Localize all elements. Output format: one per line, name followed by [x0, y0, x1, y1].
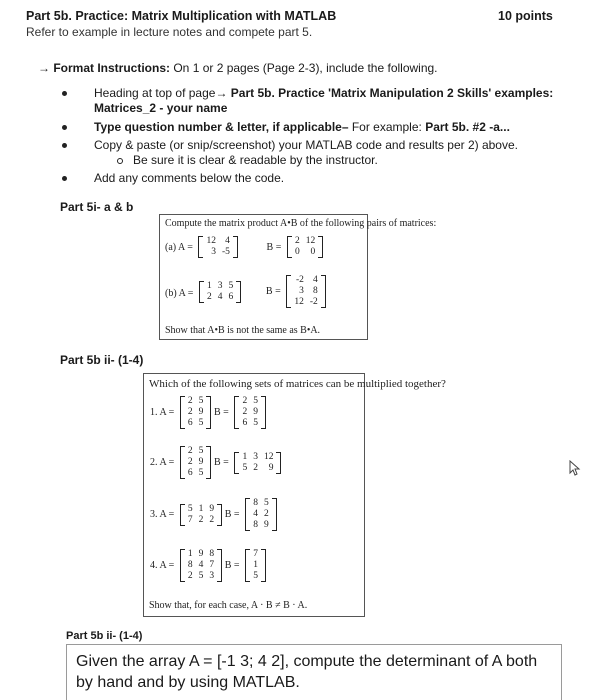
matrix-row: [292, 247, 318, 258]
matrix-row: [292, 236, 318, 247]
matrix-cell: 5: [253, 396, 258, 406]
points-label: 10 points: [498, 9, 553, 23]
matrix-cell: 3: [253, 451, 258, 462]
matrix-label: 4. A =: [150, 560, 175, 571]
matrix-cell: 2: [187, 571, 193, 581]
matrix-cell: 2: [207, 291, 212, 302]
matrix-b: [245, 549, 266, 582]
matrix-label: B =: [224, 509, 240, 520]
matrix-pair-a: [165, 236, 323, 258]
matrix-cell: 8: [313, 286, 318, 296]
problem-footer: Show that, for each case, A · B ≠ B · A.: [149, 600, 308, 611]
matrix-a: [180, 504, 222, 526]
matrix-cell: 8: [209, 549, 215, 559]
matrix-cell: 5: [242, 462, 248, 473]
matrix-cell: 5: [198, 468, 204, 478]
matrix-cell: 1: [253, 560, 258, 570]
problem-prompt: Compute the matrix product A•B of the following pairs of matrices:: [165, 218, 437, 229]
matrix-row: [203, 236, 232, 247]
bullet-bold-text: Part 5b. #2 -a...: [425, 120, 510, 134]
matrix-cell: 7: [253, 549, 258, 559]
matrix-row: [250, 571, 261, 582]
matrix-cell: 9: [198, 457, 204, 467]
assignment-subtitle: Refer to example in lecture notes and compete part 5.: [26, 25, 313, 39]
matrix-cell: 4: [253, 509, 258, 519]
matrix-row: [185, 560, 217, 571]
matrix-cell: 5: [198, 446, 204, 456]
matrix-label: (a) A =: [165, 241, 193, 253]
matrix-row: [185, 468, 207, 479]
bullet-icon: [62, 143, 67, 148]
matrix-row: [239, 418, 261, 429]
matrix-row: [250, 509, 272, 520]
matrix-row: [239, 463, 276, 474]
matrix-cell: 12: [294, 297, 304, 307]
matrix-row: [185, 396, 207, 407]
matrix-row: [204, 292, 236, 303]
matrix-cell: 12: [263, 451, 274, 462]
matrix-cell: 3: [217, 280, 223, 291]
list-item: [62, 171, 553, 186]
matrix-a: [198, 236, 237, 258]
matrix-cell: -2: [295, 275, 304, 285]
matrix-row: [291, 297, 320, 308]
matrix-cell: 9: [253, 407, 258, 417]
matrix-cell: 2: [187, 446, 193, 456]
matrix-cell: 9: [198, 407, 204, 417]
matrix-row: [204, 281, 236, 292]
matrix-cell: 2: [187, 407, 193, 417]
matrix-pair-b: [165, 275, 326, 308]
bullet-bold-text: Part 5b. Practice 'Matrix Manipulation 2 Skills' examples:: [227, 86, 554, 100]
matrix-b: [287, 236, 323, 258]
matrix-row: [185, 571, 217, 582]
matrix-b: [234, 396, 266, 429]
matrix-cell: 5: [198, 418, 204, 428]
problem-footer: Show that A•B is not the same as B•A.: [165, 325, 321, 336]
list-item: [62, 120, 553, 135]
part-determinant-label: Part 5b ii- (1-4): [66, 630, 143, 642]
matrix-row: [250, 520, 272, 531]
matrix-label: B =: [224, 560, 240, 571]
matrix-cell: 6: [187, 468, 193, 478]
matrix-cell: 7: [209, 560, 215, 570]
list-item: [62, 153, 553, 168]
matrix-label: 3. A =: [150, 509, 175, 520]
matrix-cell: 5: [198, 396, 204, 406]
matrix-cell: 2: [209, 514, 215, 525]
matrix-a: [180, 446, 212, 479]
bullet-text: Add any comments below the code.: [94, 171, 285, 185]
matrix-cell: 1: [242, 451, 248, 462]
bullet-bold-text: Type question number & letter, if applicable–: [94, 120, 349, 134]
assignment-title: Part 5b. Practice: Matrix Multiplication with MATLAB: [26, 9, 337, 23]
matrix-cell: 0: [294, 247, 300, 257]
matrix-label: 2. A =: [150, 457, 175, 468]
matrix-row: [185, 418, 207, 429]
matrix-cell: 9: [268, 462, 274, 473]
matrix-b: [234, 452, 281, 474]
matrix-cell: 2: [294, 236, 300, 246]
format-instructions: [38, 61, 438, 75]
matrix-cell: 2: [187, 396, 193, 406]
matrix-label: 1. A =: [150, 407, 175, 418]
matrix-row: [185, 549, 217, 560]
matrix-cell: 8: [253, 520, 258, 530]
part-5i-problem-image: [159, 214, 437, 340]
arrow-right-icon: →: [38, 61, 50, 75]
bullet-icon: [62, 125, 67, 130]
matrix-row: [185, 446, 207, 457]
instruction-list: [62, 86, 553, 186]
bullet-text: Heading at top of page: [94, 86, 216, 100]
matrix-row: [185, 515, 217, 526]
mouse-cursor-icon: [569, 460, 583, 476]
matrix-row: [239, 396, 261, 407]
matrix-row: [291, 286, 320, 297]
matrix-set-1: [150, 396, 266, 429]
matrix-cell: 12: [305, 236, 316, 246]
matrix-set-2: [150, 446, 281, 479]
sub-bullet-icon: [117, 158, 123, 164]
matrix-cell: 1: [198, 503, 204, 514]
matrix-cell: 1: [207, 280, 212, 291]
matrix-row: [185, 407, 207, 418]
matrix-cell: 9: [263, 520, 269, 530]
matrix-cell: 9: [209, 503, 215, 514]
matrix-a: [180, 396, 212, 429]
matrix-row: [250, 560, 261, 571]
matrix-cell: 8: [187, 560, 193, 570]
bullet-text: Be sure it is clear & readable by the instructor.: [133, 153, 378, 167]
matrix-cell: 7: [187, 514, 193, 525]
matrix-cell: 5: [198, 571, 204, 581]
list-item: [62, 138, 553, 153]
matrix-cell: 9: [198, 549, 204, 559]
matrix-set-3: [150, 498, 277, 531]
bullet-icon: [62, 176, 67, 181]
matrix-set-4: [150, 549, 266, 582]
bullet-icon: [62, 91, 67, 96]
list-item: [62, 101, 553, 116]
bullet-bold-text: Matrices_2 - your name: [94, 101, 228, 115]
matrix-cell: 2: [242, 396, 248, 406]
matrix-label: B =: [214, 457, 229, 468]
matrix-cell: 2: [242, 407, 248, 417]
matrix-label: B =: [266, 241, 282, 253]
matrix-cell: 6: [242, 418, 248, 428]
matrix-cell: 5: [263, 498, 269, 508]
matrix-row: [239, 452, 276, 463]
matrix-cell: 5: [187, 503, 193, 514]
format-label: Format Instructions:: [53, 61, 171, 75]
matrix-row: [185, 457, 207, 468]
matrix-cell: 2: [187, 457, 193, 467]
matrix-row: [203, 247, 232, 258]
matrix-cell: 12: [206, 236, 216, 246]
bullet-text: Copy & paste (or snip/screenshot) your MATLAB code and results per 2) above.: [94, 138, 518, 152]
matrix-cell: 6: [187, 418, 193, 428]
matrix-cell: 4: [217, 291, 223, 302]
matrix-row: [250, 549, 261, 560]
matrix-b: [286, 275, 325, 308]
list-item: [62, 86, 553, 101]
matrix-cell: 2: [253, 462, 258, 473]
matrix-b: [245, 498, 277, 531]
matrix-cell: 2: [263, 509, 269, 519]
matrix-cell: 8: [253, 498, 258, 508]
matrix-a: [180, 549, 222, 582]
matrix-row: [250, 498, 272, 509]
matrix-a: [199, 281, 241, 303]
determinant-question-box: [66, 644, 562, 700]
bullet-text: For example:: [348, 120, 426, 134]
determinant-question-text: Given the array A = [-1 3; 4 2], compute the determinant of A both by hand and by using MATLAB.: [76, 653, 538, 691]
matrix-label: B =: [214, 407, 229, 418]
matrix-cell: 6: [228, 291, 234, 302]
matrix-label: (b) A =: [165, 288, 194, 299]
matrix-cell: -5: [221, 247, 230, 257]
matrix-cell: -2: [309, 297, 318, 307]
matrix-cell: 4: [225, 236, 230, 246]
matrix-row: [291, 275, 320, 286]
matrix-cell: 1: [187, 549, 193, 559]
arrow-right-icon: →: [215, 86, 228, 100]
matrix-cell: 3: [209, 571, 215, 581]
matrix-cell: 5: [228, 280, 234, 291]
matrix-cell: 0: [310, 247, 316, 257]
part-5b-ii-problem-image: [143, 373, 446, 617]
matrix-cell: 4: [313, 275, 318, 285]
matrix-label: B =: [265, 286, 281, 297]
part-5b-ii-label: Part 5b ii- (1-4): [60, 353, 144, 367]
part-5i-label: Part 5i- a & b: [60, 200, 134, 214]
matrix-cell: 2: [198, 514, 204, 525]
matrix-cell: 5: [253, 571, 258, 581]
matrix-cell: 3: [299, 286, 304, 296]
matrix-cell: 5: [253, 418, 258, 428]
matrix-cell: 3: [211, 247, 216, 257]
format-text: On 1 or 2 pages (Page 2-3), include the following.: [170, 61, 438, 75]
matrix-row: [185, 504, 217, 515]
problem-prompt: Which of the following sets of matrices can be multiplied together?: [149, 378, 446, 390]
matrix-row: [239, 407, 261, 418]
matrix-cell: 4: [198, 560, 204, 570]
